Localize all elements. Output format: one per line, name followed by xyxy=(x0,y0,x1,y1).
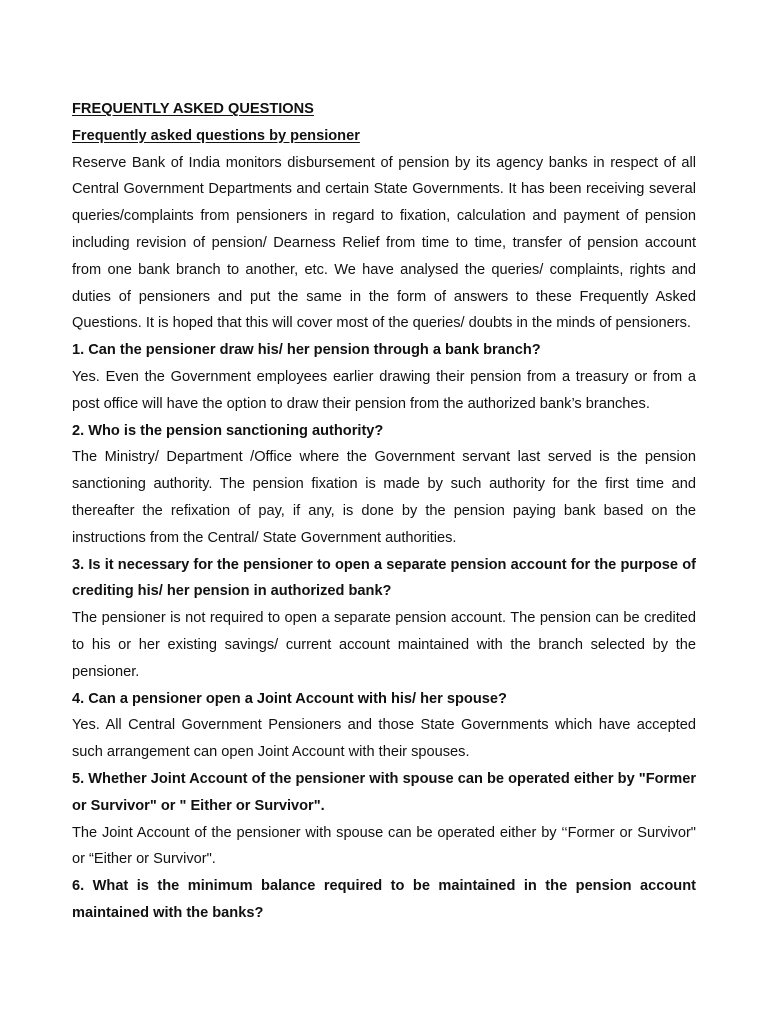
faq-answer-5: The Joint Account of the pensioner with spouse can be operated either by ‘‘Former or Survivor" or “Either or Survivor". xyxy=(72,824,696,868)
faq-question-2: 2. Who is the pension sanctioning authority? xyxy=(72,422,384,439)
faq-question-4: 4. Can a pensioner open a Joint Account with his/ her spouse? xyxy=(72,690,507,707)
faq-question-5: 5. Whether Joint Account of the pensioner with spouse can be operated either by "Former or Survivor" or " Either or Survivor". xyxy=(72,770,696,814)
document-title: FREQUENTLY ASKED QUESTIONS xyxy=(72,101,314,117)
document-page xyxy=(72,96,696,927)
faq-question-3: 3. Is it necessary for the pensioner to open a separate pension account for the purpose of crediting his/ her pension in authorized bank? xyxy=(72,556,696,600)
faq-answer-3: The pensioner is not required to open a separate pension account. The pension can be credited to his or her existing savings/ current account maintained with the branch selected by the pensioner. xyxy=(72,610,696,680)
faq-answer-2: The Ministry/ Department /Office where the Government servant last served is the pension sanctioning authority. The pension fixation is made by such authority for the first time and thereafter the refixation of pay, if any, is done by the pension paying bank based on the instructions from the Central/ State Government authorities. xyxy=(72,449,696,546)
faq-question-1: 1. Can the pensioner draw his/ her pension through a bank branch? xyxy=(72,342,541,359)
faq-answer-1: Yes. Even the Government employees earlier drawing their pension from a treasury or from a post office will have the option to draw their pension from the authorized bank’s branches. xyxy=(72,368,696,412)
faq-answer-4: Yes. All Central Government Pensioners and those State Governments which have accepted such arrangement can open Joint Account with their spouses. xyxy=(72,717,696,761)
intro-paragraph: Reserve Bank of India monitors disbursement of pension by its agency banks in respect of all Central Government Departments and certain State Governments. It has been receiving several queries/complaints from pensioners in regard to fixation, calculation and payment of pension including revision of pension/ Dearness Relief from time to time, transfer of pension account from one bank branch to another, etc. We have analysed the queries/ complaints, rights and duties of pensioners and put the same in the form of answers to these Frequently Asked Questions. It is hoped that this will cover most of the queries/ doubts in the minds of pensioners. xyxy=(72,154,696,332)
document-subtitle: Frequently asked questions by pensioner xyxy=(72,127,360,144)
faq-question-6: 6. What is the minimum balance required to be maintained in the pension account maintained with the banks? xyxy=(72,878,696,921)
